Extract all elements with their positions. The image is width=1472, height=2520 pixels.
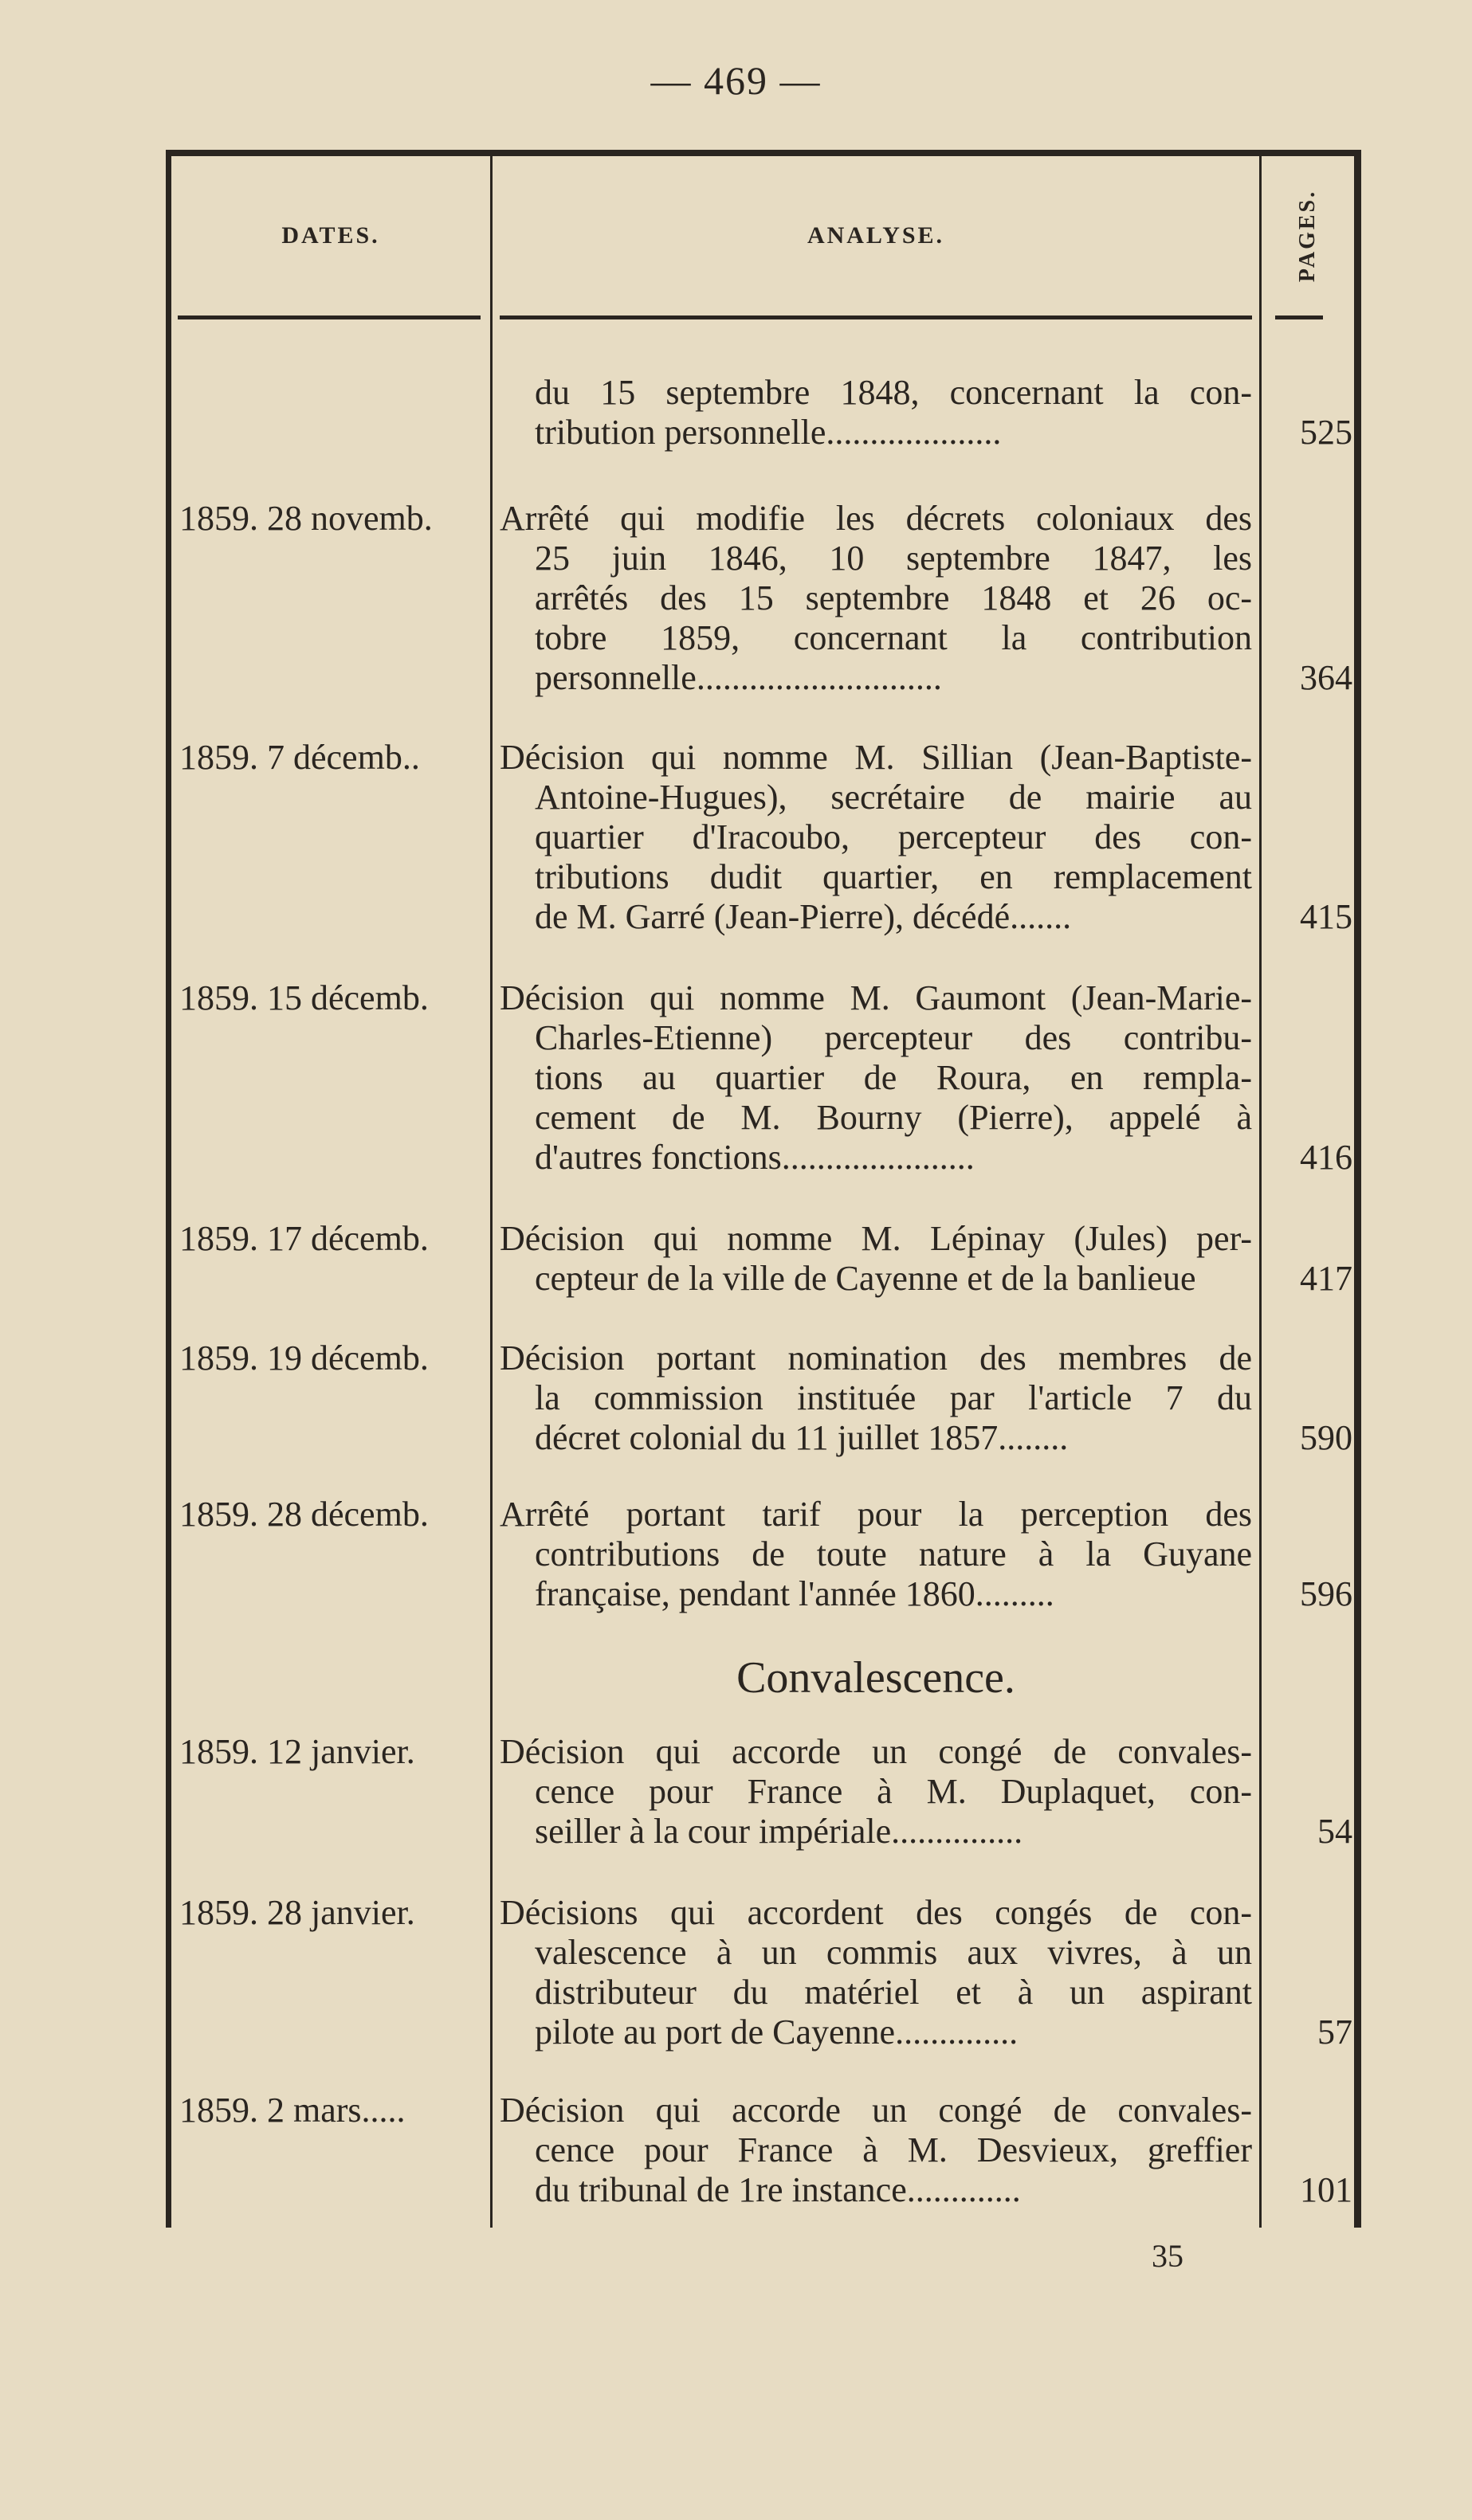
entry-date: 1859. 28 janvier. [179,1893,415,1932]
entry-date: 1859. 2 mars..... [179,2091,406,2130]
analysis-line: 25 juin 1846, 10 septembre 1847, les [535,539,1252,578]
entry-page: 364 [1300,658,1352,697]
header-pages [1262,156,1354,315]
analysis-line: Décision qui accorde un congé de convales- [500,1732,1252,1771]
entry-page: 54 [1317,1812,1352,1851]
entry-page: 416 [1300,1138,1352,1177]
entry-analysis [500,1893,1252,2052]
analysis-line: tobre 1859, concernant la contribution [535,618,1252,657]
analysis-line: tributions dudit quartier, en remplacement [535,857,1252,896]
analysis-line: arrêtés des 15 septembre 1848 et 26 oc- [535,578,1252,617]
analysis-line: Décision qui nomme M. Gaumont (Jean-Marie- [500,978,1252,1017]
analysis-line: d'autres fonctions...................... [535,1138,975,1177]
analysis-line: décret colonial du 11 juillet 1857........ [535,1418,1069,1457]
analysis-line: Arrêté portant tarif pour la perception des [500,1495,1252,1534]
header-rule-dates [178,315,481,319]
analysis-line: du 15 septembre 1848, concernant la con- [535,373,1252,412]
entry-date: 1859. 12 janvier. [179,1732,415,1771]
entry-analysis [500,738,1252,937]
analysis-line: Décision qui accorde un congé de convales- [500,2091,1252,2130]
analysis-line: pilote au port de Cayenne.............. [535,2012,1019,2052]
signature-mark: 35 [1152,2238,1183,2274]
analysis-line: la commission instituée par l'article 7 du [535,1378,1252,1417]
entry-analysis [500,1732,1252,1852]
page-number: — 469 — [650,58,822,103]
analysis-line: personnelle............................ [535,658,942,697]
analysis-line: cence pour France à M. Desvieux, greffier [535,2130,1252,2169]
entry-page: 415 [1300,897,1352,936]
entry-analysis [500,373,1252,453]
analysis-line: tions au quartier de Roura, en rempla- [535,1058,1252,1097]
entry-date: 1859. 19 décemb. [179,1338,429,1378]
column-divider-dates [490,156,493,2228]
analysis-line: Charles-Etienne) percepteur des contribu- [535,1018,1252,1057]
entry-page: 596 [1300,1574,1352,1613]
entry-date: 1859. 28 décemb. [179,1495,429,1534]
header-analyse: ANALYSE. [807,222,945,249]
analysis-line: seiller à la cour impériale............... [535,1812,1023,1851]
entry-date: 1859. 15 décemb. [179,978,429,1017]
analysis-line: de M. Garré (Jean-Pierre), décédé....... [535,897,1072,936]
entry-analysis [500,499,1252,698]
entry-date: 1859. 28 novemb. [179,499,433,538]
analysis-line: Décision qui nomme M. Lépinay (Jules) per- [500,1219,1252,1258]
entry-page: 590 [1300,1418,1352,1457]
index-table [166,150,1361,2228]
entry-date: 1859. 17 décemb. [179,1219,429,1258]
header-dates: DATES. [281,222,380,249]
entry-date: 1859. 7 décemb.. [179,738,420,777]
analysis-line: tribution personnelle.................... [535,413,1002,452]
table-header [171,156,1354,315]
analysis-line: distributeur du matériel et à un aspirant [535,1973,1252,2012]
entry-analysis [500,1495,1252,1614]
analysis-line: quartier d'Iracoubo, percepteur des con- [535,817,1252,856]
analysis-line: cepteur de la ville de Cayenne et de la banlieue [535,1259,1196,1298]
analysis-line: Décisions qui accordent des congés de con- [500,1893,1252,1932]
entry-analysis [500,1219,1252,1299]
analysis-line: Antoine-Hugues), secrétaire de mairie au [535,778,1252,817]
analysis-line: cence pour France à M. Duplaquet, con- [535,1772,1252,1811]
analysis-line: du tribunal de 1re instance............. [535,2170,1021,2209]
column-divider-pages [1259,156,1262,2228]
entry-page: 417 [1300,1259,1352,1298]
entry-analysis [500,978,1252,1178]
entry-analysis [500,1338,1252,1458]
header-rule-pages [1275,315,1323,319]
entry-page: 57 [1317,2012,1352,2052]
analysis-line: cement de M. Bourny (Pierre), appelé à [535,1098,1252,1137]
analysis-line: valescence à un commis aux vivres, à un [535,1933,1252,1972]
section-title: Convalescence. [736,1653,1015,1703]
entry-page: 525 [1300,413,1352,452]
header-rule-analyse [500,315,1252,319]
analysis-line: Arrêté qui modifie les décrets coloniaux des [500,499,1252,538]
entry-page: 101 [1300,2170,1352,2209]
header-pages-label: PAGES. [1295,189,1320,283]
analysis-line: Décision qui nomme M. Sillian (Jean-Baptiste- [500,738,1252,777]
analysis-line: contributions de toute nature à la Guyane [535,1534,1252,1574]
analysis-line: Décision portant nomination des membres de [500,1338,1252,1378]
analysis-line: française, pendant l'année 1860......... [535,1574,1054,1613]
entry-analysis [500,2091,1252,2210]
